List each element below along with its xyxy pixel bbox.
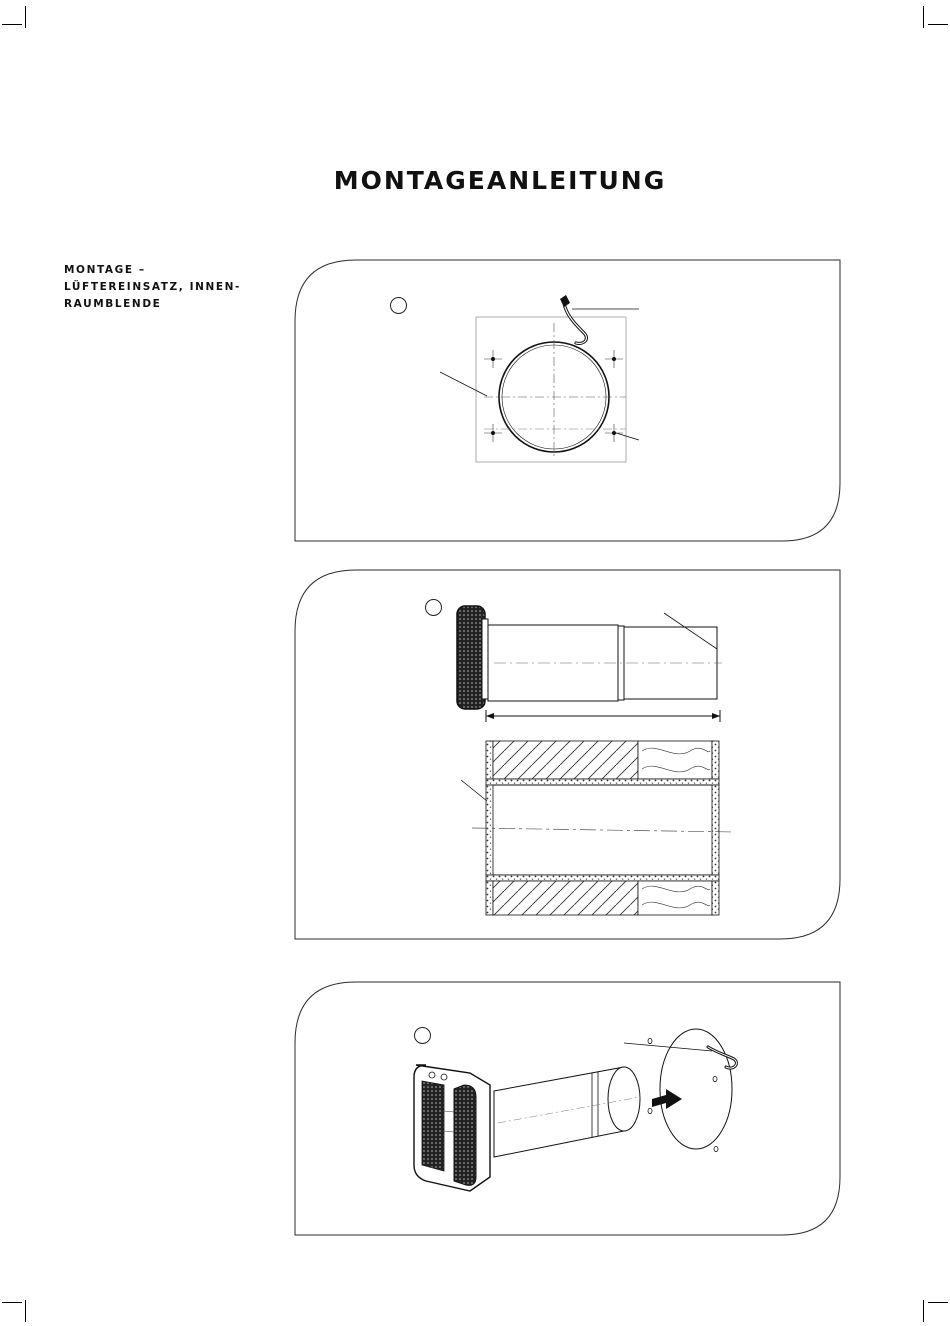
figure-installation xyxy=(294,981,842,1237)
section-heading xyxy=(64,262,264,313)
fixing-hole xyxy=(648,1108,652,1113)
step-badge xyxy=(425,599,442,616)
insulation xyxy=(638,741,712,779)
figure-1-drawing xyxy=(294,259,842,543)
leader-line xyxy=(461,780,487,801)
crop-mark xyxy=(928,1302,948,1303)
crop-mark xyxy=(25,1300,26,1322)
pipe-sleeve xyxy=(486,779,719,785)
section-heading-line: LÜFTEREINSATZ, INNEN- xyxy=(64,281,241,293)
plaster-layer xyxy=(486,881,493,915)
step-badge xyxy=(390,297,407,314)
plaster-layer xyxy=(712,881,719,915)
fixing-hole xyxy=(648,1038,652,1043)
leader-line xyxy=(616,433,639,440)
inner-grille xyxy=(422,1081,444,1171)
grille-flange xyxy=(482,619,488,699)
figure-2-drawing xyxy=(294,569,842,941)
leader-line xyxy=(440,372,487,396)
mounting-plate xyxy=(476,317,626,462)
crop-mark xyxy=(928,24,948,25)
plaster-layer xyxy=(712,785,719,875)
plaster-layer xyxy=(486,785,493,875)
figure-mounting-plate xyxy=(294,259,842,543)
figure-wall-section xyxy=(294,569,842,941)
plaster-layer xyxy=(712,741,719,779)
crop-mark xyxy=(2,24,22,25)
crop-mark xyxy=(923,6,924,28)
inner-grille xyxy=(457,606,485,709)
plaster-layer xyxy=(486,741,493,779)
figure-3-drawing xyxy=(294,981,842,1237)
cable-end xyxy=(560,295,570,307)
fixing-hole xyxy=(714,1146,718,1151)
page-title: MONTAGEANLEITUNG xyxy=(333,166,667,195)
pipe-sleeve xyxy=(486,875,719,881)
masonry xyxy=(493,881,638,915)
masonry xyxy=(493,741,638,779)
section-heading-line: MONTAGE – xyxy=(64,264,146,276)
dimension-arrow xyxy=(712,713,720,719)
fixing-hole xyxy=(484,424,502,442)
fan-pipe xyxy=(494,1067,624,1157)
fixing-hole xyxy=(605,424,623,442)
crop-mark xyxy=(2,1302,22,1303)
section-heading-line: RAUMBLENDE xyxy=(64,298,162,310)
center-line xyxy=(472,828,734,832)
fixing-hole xyxy=(484,350,502,368)
step-badge xyxy=(414,1027,431,1044)
crop-mark xyxy=(923,1300,924,1322)
pipe-end xyxy=(608,1067,640,1131)
fixing-hole xyxy=(605,350,623,368)
dimension-arrow xyxy=(486,713,494,719)
crop-mark xyxy=(25,6,26,28)
inner-grille-front xyxy=(454,1085,476,1185)
